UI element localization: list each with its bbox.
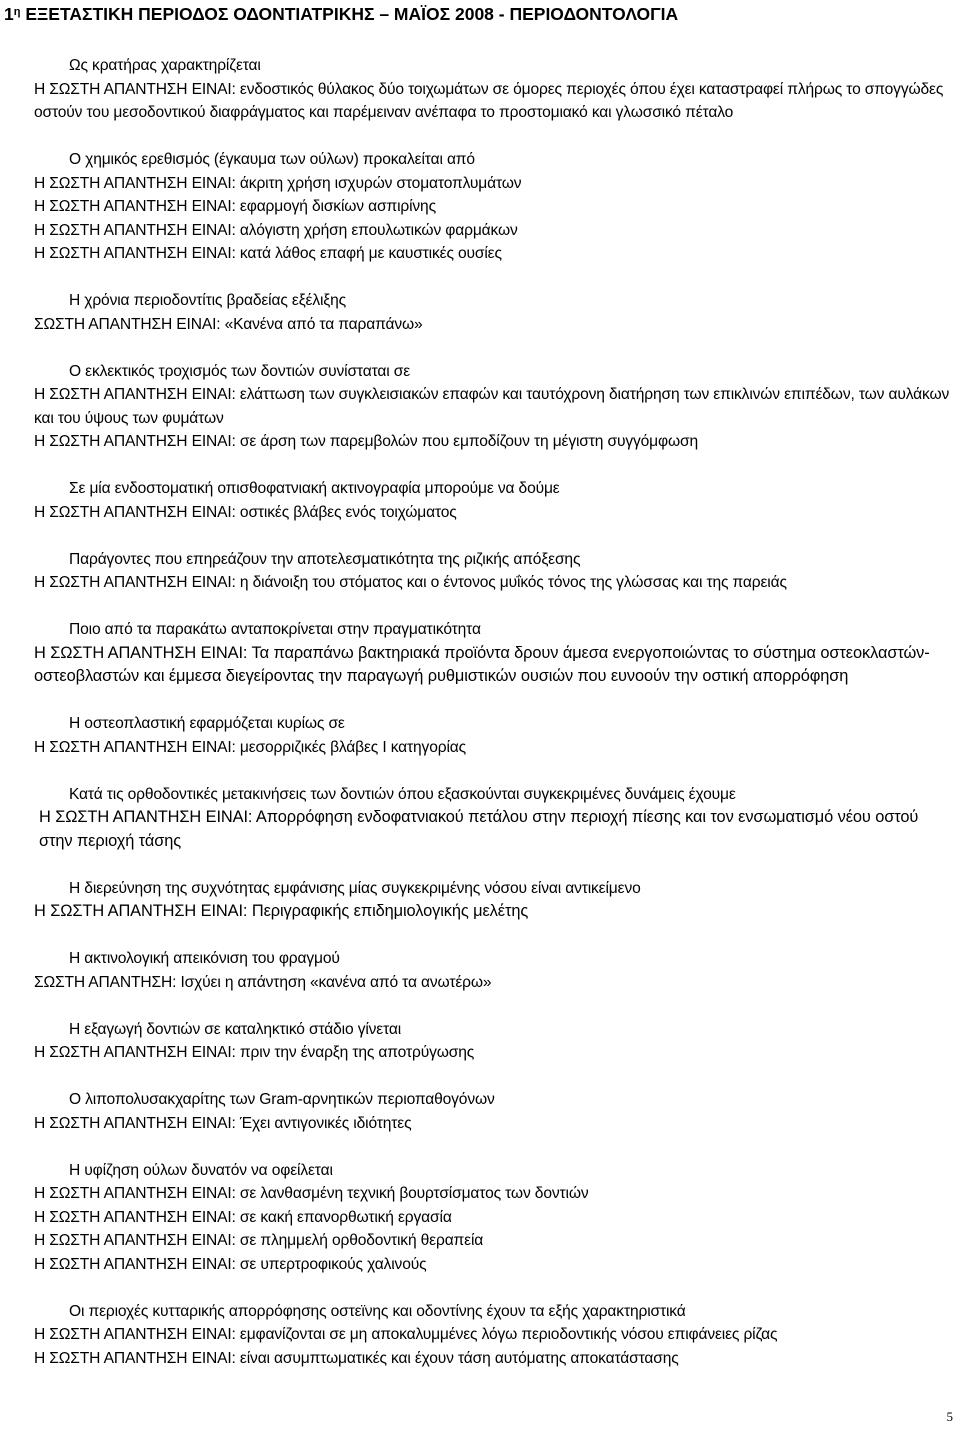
qa-item: [34, 360, 954, 454]
question-text: Η ακτινολογική απεικόνιση του φραγμού: [69, 950, 340, 967]
question-text: Σε μία ενδοστοματική οπισθοφατνιακή ακτινογραφία μπορούμε να δούμε: [69, 480, 560, 497]
title-text: ΕΞΕΤΑΣΤΙΚΗ ΠΕΡΙΟΔΟΣ ΟΔΟΝΤΙΑΤΡΙΚΗΣ – ΜΑΪΟΣ 2008 - ΠΕΡΙΟΔΟΝΤΟΛΟΓΙΑ: [20, 4, 679, 24]
qa-item: [34, 1088, 954, 1135]
answer-text: Η ΣΩΣΤΗ ΑΠΑΝΤΗΣΗ ΕΙΝΑΙ: σε υπερτροφικούς χαλινούς: [34, 1255, 427, 1273]
answer-text: Η ΣΩΣΤΗ ΑΠΑΝΤΗΣΗ ΕΙΝΑΙ: πριν την έναρξη της αποτρύγωσης: [34, 1044, 475, 1061]
qa-item: [34, 1159, 954, 1277]
qa-item: [34, 877, 954, 924]
question-text: Κατά τις ορθοδοντικές μετακινήσεις των δοντιών όπου εξασκούνται συγκεκριμένες δυνάμεις έχουμε: [69, 785, 736, 803]
qa-item: [34, 783, 954, 854]
qa-item: [34, 1300, 954, 1371]
question-text: Παράγοντες που επηρεάζουν την αποτελεσματικότητα της ριζικής απόξεσης: [69, 550, 581, 568]
answer-text: Η ΣΩΣΤΗ ΑΠΑΝΤΗΣΗ ΕΙΝΑΙ: σε άρση των παρεμβολών που εμποδίζουν τη μέγιστη συγγόμφωση: [34, 433, 698, 450]
qa-item: [34, 148, 954, 266]
qa-item: [34, 289, 954, 336]
question-text: Η εξαγωγή δοντιών σε καταληκτικό στάδιο γίνεται: [69, 1020, 402, 1038]
qa-item: [34, 548, 954, 595]
answer-text: Η ΣΩΣΤΗ ΑΠΑΝΤΗΣΗ ΕΙΝΑΙ: Έχει αντιγονικές ιδιότητες: [34, 1114, 412, 1132]
answer-text: Η ΣΩΣΤΗ ΑΠΑΝΤΗΣΗ ΕΙΝΑΙ: οστικές βλάβες ενός τοιχώματος: [34, 503, 457, 521]
answer-text: Η ΣΩΣΤΗ ΑΠΑΝΤΗΣΗ ΕΙΝΑΙ: Περιγραφικής επιδημιολογικής μελέτης: [34, 902, 529, 920]
qa-item: [34, 712, 954, 759]
question-text: Ως κρατήρας χαρακτηρίζεται: [69, 57, 261, 74]
answer-text: Η ΣΩΣΤΗ ΑΠΑΝΤΗΣΗ ΕΙΝΑΙ: μεσορριζικές βλάβες Ι κατηγορίας: [34, 738, 466, 756]
question-text: Η διερεύνηση της συχνότητας εμφάνισης μίας συγκεκριμένης νόσου είναι αντικείμενο: [69, 879, 641, 897]
answer-text: Η ΣΩΣΤΗ ΑΠΑΝΤΗΣΗ ΕΙΝΑΙ: εμφανίζονται σε μη αποκαλυμμένες λόγω περιοδοντικής νόσου επιφάνειες ρίζας: [34, 1326, 778, 1343]
title-number: 1: [4, 4, 14, 24]
qa-item: [34, 947, 954, 994]
page-number: 5: [946, 1409, 953, 1424]
answer-text: Η ΣΩΣΤΗ ΑΠΑΝΤΗΣΗ ΕΙΝΑΙ: ελάττωση των συγκλεισιακών επαφών και ταυτόχρονη διατήρηση των επικλινών επιπέδων, των αυλάκων και του ύψους των φυμάτων: [34, 386, 950, 427]
answer-text: Η ΣΩΣΤΗ ΑΠΑΝΤΗΣΗ ΕΙΝΑΙ: εφαρμογή δισκίων ασπιρίνης: [34, 198, 436, 215]
answer-text: Η ΣΩΣΤΗ ΑΠΑΝΤΗΣΗ ΕΙΝΑΙ: είναι ασυμπτωματικές και έχουν τάση αυτόματης αποκατάστασης: [34, 1349, 679, 1367]
question-text: Η οστεοπλαστική εφαρμόζεται κυρίως σε: [69, 715, 345, 732]
qa-item: [34, 54, 954, 125]
question-text: Ο χημικός ερεθισμός (έγκαυμα των ούλων) προκαλείται από: [69, 151, 475, 168]
answer-text: Η ΣΩΣΤΗ ΑΠΑΝΤΗΣΗ ΕΙΝΑΙ: σε πλημμελή ορθοδοντική θεραπεία: [34, 1232, 484, 1249]
qa-item: [34, 618, 954, 689]
answer-text: Η ΣΩΣΤΗ ΑΠΑΝΤΗΣΗ ΕΙΝΑΙ: Απορρόφηση ενδοφατνιακού πετάλου στην περιοχή πίεσης και τον ενσωματισμό νέου οστού στην περιοχή τάσης: [39, 808, 919, 850]
answer-text: ΣΩΣΤΗ ΑΠΑΝΤΗΣΗ ΕΙΝΑΙ: «Κανένα από τα παραπάνω»: [34, 315, 423, 333]
question-text: Ο λιποπολυσακχαρίτης των Gram-αρνητικών περιοπαθογόνων: [69, 1091, 495, 1108]
answer-text: Η ΣΩΣΤΗ ΑΠΑΝΤΗΣΗ ΕΙΝΑΙ: σε λανθασμένη τεχνική βουρτσίσματος των δοντιών: [34, 1185, 589, 1202]
page-title: [4, 3, 678, 25]
answer-text: Η ΣΩΣΤΗ ΑΠΑΝΤΗΣΗ ΕΙΝΑΙ: ενδοστικός θύλακος δύο τοιχωμάτων σε όμορες περιοχές όπου έχει καταστραφεί πλήρως το σπογγώδες οστούν του μεσοδοντικού διαφράγματος και παρέμειναν ανέπαφα το προστομιακό και γλωσσικό πέταλο: [34, 80, 944, 121]
question-text: Οι περιοχές κυτταρικής απορρόφησης οστεϊνης και οδοντίνης έχουν τα εξής χαρακτηριστικά: [69, 1302, 686, 1320]
answer-text: Η ΣΩΣΤΗ ΑΠΑΝΤΗΣΗ ΕΙΝΑΙ: σε κακή επανορθωτική εργασία: [34, 1208, 452, 1226]
answer-text: Η ΣΩΣΤΗ ΑΠΑΝΤΗΣΗ ΕΙΝΑΙ: Τα παραπάνω βακτηριακά προϊόντα δρουν άμεσα ενεργοποιώντας το σύστημα οστεοκλαστών-οστεοβλαστών και έμμεσα διεγείροντας την παραγωγή ρυθμιστικών ουσιών που ευνοούν την οστική απορρόφηση: [34, 643, 930, 685]
answer-text: Η ΣΩΣΤΗ ΑΠΑΝΤΗΣΗ ΕΙΝΑΙ: κατά λάθος επαφή με καυστικές ουσίες: [34, 245, 502, 262]
qa-item: [34, 1018, 954, 1065]
title-superscript: η: [13, 6, 21, 18]
answer-text: Η ΣΩΣΤΗ ΑΠΑΝΤΗΣΗ ΕΙΝΑΙ: άκριτη χρήση ισχυρών στοματοπλυμάτων: [34, 174, 522, 192]
question-text: Η χρόνια περιοδοντίτις βραδείας εξέλιξης: [69, 292, 347, 309]
question-text: Ο εκλεκτικός τροχισμός των δοντιών συνίσταται σε: [69, 362, 411, 380]
question-text: Η υφίζηση ούλων δυνατόν να οφείλεται: [69, 1161, 333, 1179]
answer-text: ΣΩΣΤΗ ΑΠΑΝΤΗΣΗ: Ισχύει η απάντηση «κανένα από τα ανωτέρω»: [34, 973, 492, 991]
qa-list: [34, 54, 954, 1394]
question-text: Ποιο από τα παρακάτω ανταποκρίνεται στην πραγματικότητα: [69, 621, 481, 638]
answer-text: Η ΣΩΣΤΗ ΑΠΑΝΤΗΣΗ ΕΙΝΑΙ: η διάνοιξη του στόματος και ο έντονος μυΐκός τόνος της γλώσσας και της παρειάς: [34, 574, 787, 591]
qa-item: [34, 477, 954, 524]
answer-text: Η ΣΩΣΤΗ ΑΠΑΝΤΗΣΗ ΕΙΝΑΙ: αλόγιστη χρήση επουλωτικών φαρμάκων: [34, 221, 518, 239]
